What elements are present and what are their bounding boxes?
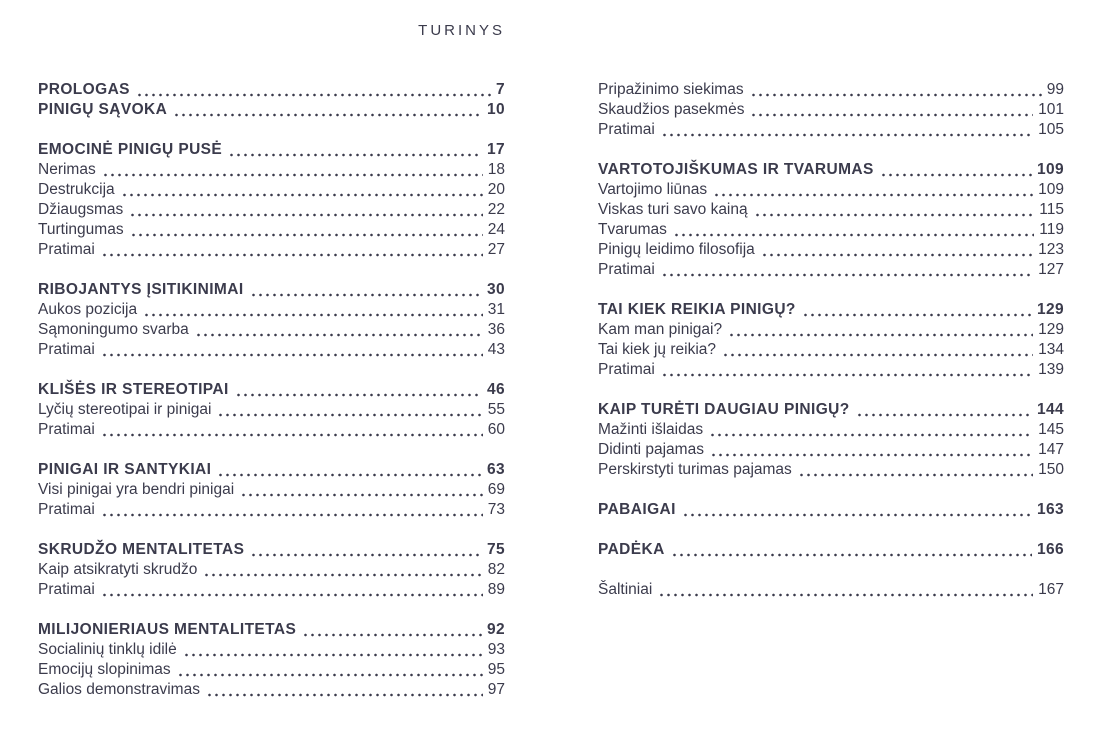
toc-entry [598,180,1064,200]
dotted-leader [250,553,482,557]
toc-entry-page-number: 7 [495,81,505,98]
toc-entry-label: Emocijų slopinimas [38,661,171,678]
toc-entry-page-number: 101 [1038,101,1064,118]
toc-entry [598,100,1064,120]
dotted-leader [880,173,1032,177]
dotted-leader [206,693,483,697]
toc-entry-label: Pratimai [38,501,95,518]
toc-entry-page-number: 129 [1036,301,1064,318]
dotted-leader [661,373,1033,377]
toc-entry-page-number: 92 [486,621,505,638]
toc-entry-label: EMOCINĖ PINIGŲ PUSĖ [38,141,223,158]
toc-entry-label: Viskas turi savo kainą [598,201,748,218]
toc-entry-heading [598,300,1064,320]
toc-entry [38,420,505,440]
dotted-leader [728,333,1033,337]
toc-entry [38,240,505,260]
toc-entry-page-number: 46 [486,381,505,398]
dotted-leader [856,413,1032,417]
toc-entry-label: Pratimai [38,341,95,358]
dotted-leader [217,413,482,417]
toc-entry-page-number: 147 [1038,441,1064,458]
dotted-leader [217,473,482,477]
toc-entry-page-number: 17 [486,141,505,158]
toc-entry-page-number: 167 [1038,581,1064,598]
toc-entry-page-number: 55 [487,401,505,418]
dotted-leader [661,273,1033,277]
toc-entry [598,320,1064,340]
dotted-leader [136,93,491,97]
toc-entry [598,420,1064,440]
toc-entry [598,220,1064,240]
toc-entry-page-number: 10 [486,101,505,118]
toc-entry-heading [38,460,505,480]
toc-entry-heading [38,100,505,120]
toc-entry-heading [38,80,505,100]
dotted-leader [671,553,1032,557]
toc-entry-label: Pratimai [598,361,655,378]
toc-entry-heading [38,540,505,560]
toc-entry-label: Pratimai [598,121,655,138]
toc-entry-label: KAIP TURĖTI DAUGIAU PINIGŲ? [598,401,850,418]
dotted-leader [143,313,483,317]
toc-entry-label: Mažinti išlaidas [598,421,704,438]
toc-entry-page-number: 82 [487,561,505,578]
toc-entry-label: Sąmoningumo svarba [38,321,189,338]
toc-entry [598,580,1064,600]
toc-entry-page-number: 93 [487,641,505,658]
toc-entry-page-number: 115 [1039,201,1064,218]
dotted-leader [754,213,1035,217]
toc-section [38,140,505,260]
dotted-leader [658,593,1033,597]
toc-entry-label: Pinigų leidimo filosofija [598,241,755,258]
toc-entry [598,360,1064,380]
dotted-leader [101,253,483,257]
toc-entry-label: Visi pinigai yra bendri pinigai [38,481,235,498]
toc-entry-label: Pratimai [598,261,655,278]
dotted-leader [761,253,1033,257]
toc-entry [598,440,1064,460]
toc-entry-page-number: 27 [487,241,505,258]
toc-entry-label: Socialinių tinklų idilė [38,641,177,658]
dotted-leader [101,593,483,597]
toc-entry [598,460,1064,480]
toc-entry-heading [598,160,1064,180]
toc-entry-page-number: 73 [487,501,505,518]
toc-section [38,380,505,440]
toc-entry-heading [598,400,1064,420]
toc-section [598,540,1064,560]
dotted-leader [250,293,482,297]
toc-entry-heading [38,280,505,300]
dotted-leader [228,153,482,157]
dotted-leader [673,233,1034,237]
dotted-leader [177,673,483,677]
dotted-leader [709,433,1033,437]
toc-entry-label: Nerimas [38,161,96,178]
dotted-leader [203,573,482,577]
dotted-leader [195,333,483,337]
dotted-leader [102,173,483,177]
toc-entry [38,320,505,340]
toc-entry-page-number: 95 [487,661,505,678]
toc-entry-label: Pratimai [38,241,95,258]
toc-entry-page-number: 24 [487,221,505,238]
toc-section [598,500,1064,520]
dotted-leader [130,233,483,237]
dotted-leader [798,473,1033,477]
toc-entry [38,300,505,320]
toc-section [598,160,1064,280]
dotted-leader [101,433,483,437]
dotted-leader [713,193,1033,197]
toc-entry-label: Pripažinimo siekimas [598,81,744,98]
toc-entry-label: Perskirstyti turimas pajamas [598,461,792,478]
toc-entry-page-number: 31 [487,301,505,318]
toc-entry-label: RIBOJANTYS ĮSITIKINIMAI [38,281,244,298]
toc-entry [38,160,505,180]
toc-entry-heading [38,620,505,640]
dotted-leader [235,393,482,397]
toc-entry-page-number: 123 [1038,241,1064,258]
toc-entry-label: PINIGŲ SĄVOKA [38,101,168,118]
toc-entry [38,220,505,240]
toc-entry-page-number: 75 [486,541,505,558]
toc-entry-label: SKRUDŽO MENTALITETAS [38,541,245,558]
toc-entry-page-number: 109 [1036,161,1064,178]
toc-entry-label: Destrukcija [38,181,115,198]
toc-entry-label: Tai kiek jų reikia? [598,341,717,358]
toc-entry [38,660,505,680]
toc-entry-heading [38,380,505,400]
toc-entry-page-number: 127 [1038,261,1064,278]
toc-entry-label: Didinti pajamas [598,441,704,458]
dotted-leader [173,113,482,117]
toc-entry-page-number: 163 [1036,501,1064,518]
toc-column-right [598,80,1064,600]
dotted-leader [661,133,1033,137]
toc-entry-page-number: 105 [1038,121,1064,138]
dotted-leader [183,653,483,657]
toc-entry-label: Skaudžios pasekmės [598,101,745,118]
toc-entry-heading [598,500,1064,520]
toc-entry [38,640,505,660]
toc-entry-label: Vartojimo liūnas [598,181,708,198]
toc-entry [38,580,505,600]
toc-entry-label: MILIJONIERIAUS MENTALITETAS [38,621,297,638]
toc-section [598,300,1064,380]
toc-entry [598,260,1064,280]
toc-entry-page-number: 150 [1038,461,1064,478]
toc-entry-label: KLIŠĖS IR STEREOTIPAI [38,381,229,398]
toc-entry-page-number: 119 [1039,221,1064,238]
toc-entry-label: PADĖKA [598,541,665,558]
dotted-leader [722,353,1033,357]
toc-entry [598,240,1064,260]
toc-entry-heading [38,140,505,160]
toc-entry-page-number: 63 [486,461,505,478]
toc-entry-label: Pratimai [38,581,95,598]
toc-section [598,400,1064,480]
toc-entry [38,340,505,360]
dotted-leader [121,193,483,197]
toc-section [598,80,1064,140]
dotted-leader [302,633,482,637]
toc-entry-page-number: 139 [1038,361,1064,378]
dotted-leader [750,113,1033,117]
toc-entry [38,480,505,500]
toc-entry [38,680,505,700]
toc-entry-label: Lyčių stereotipai ir pinigai [38,401,212,418]
toc-entry [598,80,1064,100]
toc-section [38,280,505,360]
toc-entry-page-number: 134 [1038,341,1064,358]
toc-entry-label: Kam man pinigai? [598,321,723,338]
toc-entry-label: Džiaugsmas [38,201,124,218]
toc-entry-label: Galios demonstravimas [38,681,200,698]
toc-entry-page-number: 20 [487,181,505,198]
toc-entry-page-number: 36 [487,321,505,338]
toc-column-left [38,80,505,700]
toc-entry [598,340,1064,360]
toc-section [38,620,505,700]
toc-entry [38,180,505,200]
toc-entry [598,200,1064,220]
toc-entry-page-number: 18 [487,161,505,178]
toc-entry-page-number: 129 [1038,321,1064,338]
page-title: TURINYS [418,22,505,39]
toc-section [38,80,505,120]
toc-section [38,460,505,520]
toc-entry-page-number: 89 [487,581,505,598]
toc-entry-label: Pratimai [38,421,95,438]
toc-entry-page-number: 145 [1038,421,1064,438]
toc-entry-page-number: 144 [1036,401,1064,418]
dotted-leader [101,513,483,517]
dotted-leader [240,493,483,497]
toc-entry-page-number: 109 [1038,181,1064,198]
toc-entry-page-number: 99 [1046,81,1064,98]
toc-entry [38,500,505,520]
toc-entry [38,400,505,420]
dotted-leader [802,313,1032,317]
dotted-leader [101,353,483,357]
toc-entry-label: PABAIGAI [598,501,676,518]
toc-entry-label: Tvarumas [598,221,667,238]
toc-entry-page-number: 30 [486,281,505,298]
toc-entry-label: TAI KIEK REIKIA PINIGŲ? [598,301,796,318]
toc-entry [38,560,505,580]
toc-entry-label: Aukos pozicija [38,301,138,318]
toc-entry [598,120,1064,140]
toc-entry-page-number: 69 [487,481,505,498]
toc-entry-page-number: 22 [487,201,505,218]
toc-entry-label: PROLOGAS [38,81,130,98]
toc-entry-page-number: 97 [487,681,505,698]
toc-entry-page-number: 43 [487,341,505,358]
dotted-leader [710,453,1033,457]
toc-entry-label: PINIGAI IR SANTYKIAI [38,461,212,478]
dotted-leader [682,513,1032,517]
toc-entry-label: Šaltiniai [598,581,653,598]
toc-section [38,540,505,600]
toc-entry-label: Kaip atsikratyti skrudžo [38,561,198,578]
toc-entry-label: Turtingumas [38,221,124,238]
toc-entry-label: VARTOTOJIŠKUMAS IR TVARUMAS [598,161,874,178]
toc-entry-heading [598,540,1064,560]
toc-entry-page-number: 60 [487,421,505,438]
dotted-leader [129,213,482,217]
toc-entry [38,200,505,220]
dotted-leader [750,93,1042,97]
toc-entry-page-number: 166 [1036,541,1064,558]
toc-section [598,580,1064,600]
